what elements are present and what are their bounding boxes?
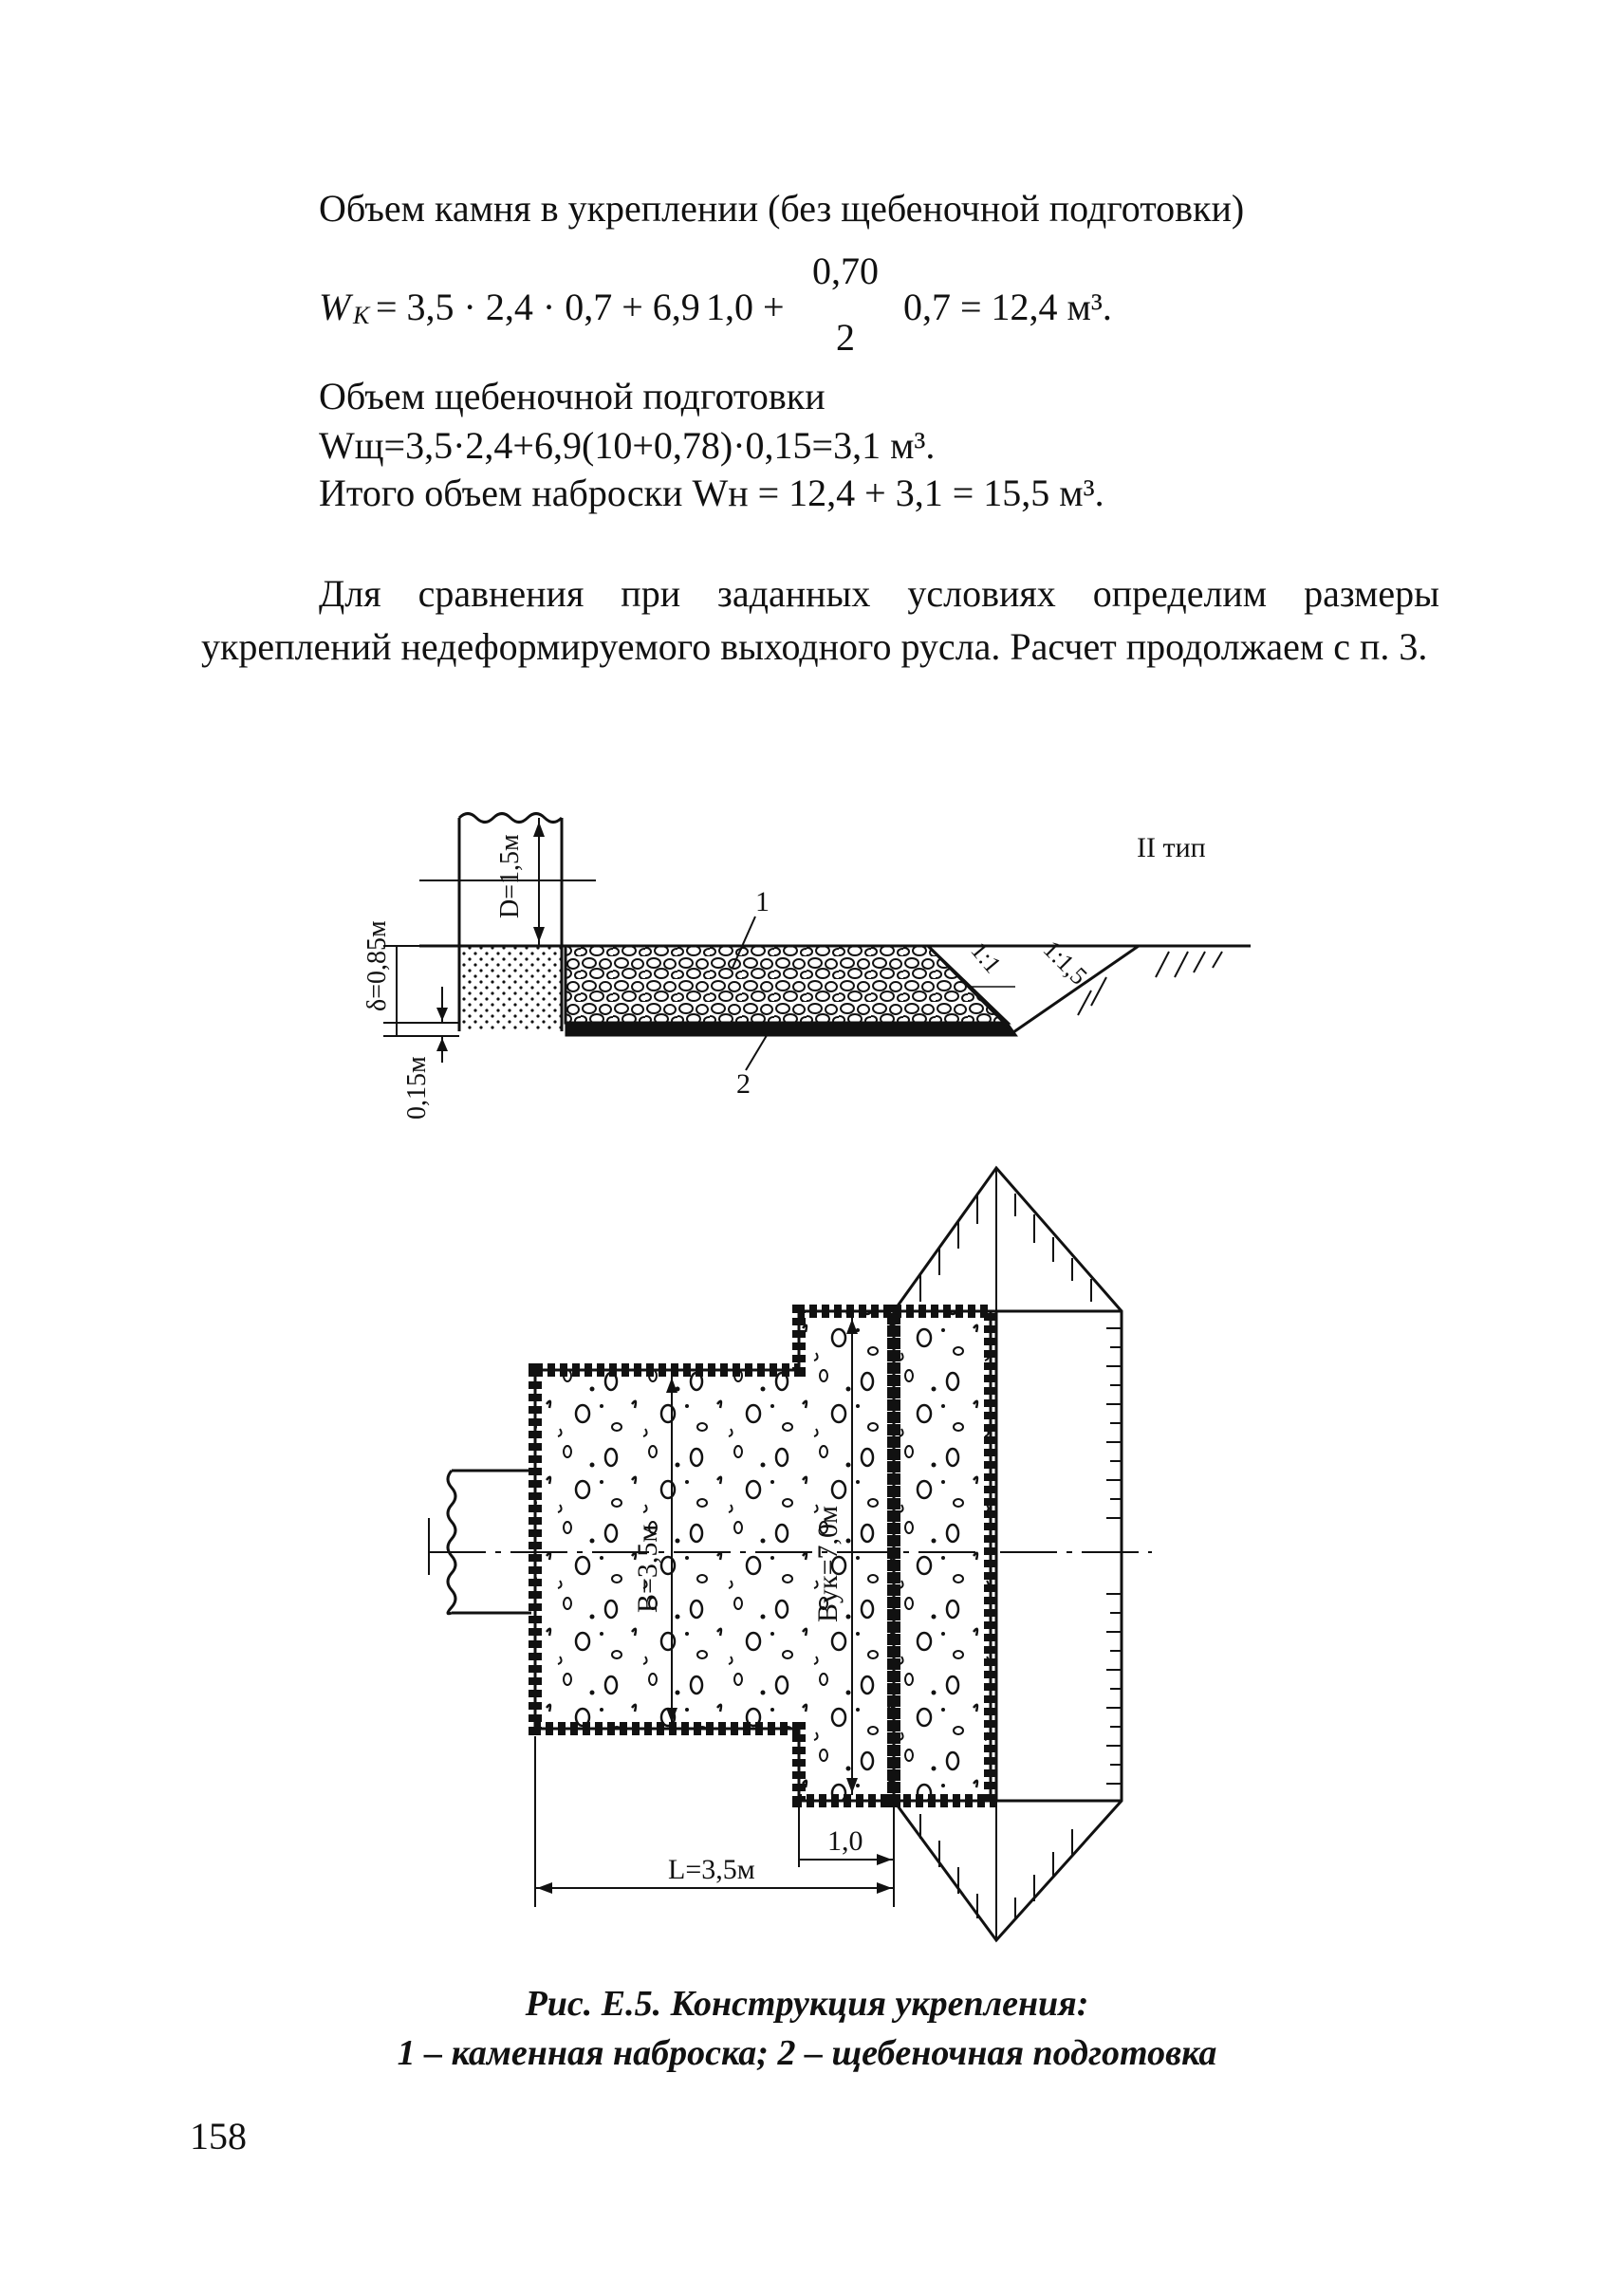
label-slope-1: 1:1 — [965, 936, 1007, 979]
plan-view — [429, 1168, 1152, 1940]
formula-wk-den: 2 — [836, 316, 855, 359]
label-l: L=3,5м — [668, 1854, 755, 1885]
text-volume-stone: Объем камня в укреплении (без щебеночной подготовки) — [319, 187, 1245, 230]
label-b: B=3,5м — [632, 1524, 663, 1613]
formula-wk-a: = 3,5 · 2,4 · 0,7 + 6,9 — [376, 286, 700, 328]
formula-total: Итого объем наброски Wн = 12,4 + 3,1 = 15,5 м³. — [319, 472, 1104, 514]
formula-wk-num: 0,70 — [812, 250, 879, 292]
text-volume-gravel: Объем щебеночной подготовки — [319, 375, 826, 417]
label-buk: Bук=7,0м — [812, 1506, 844, 1622]
label-1: 1 — [755, 886, 770, 917]
caption-line-1: Рис. Е.5. Конструкция укрепления: — [525, 1984, 1089, 2024]
caption-line-2: 1 – каменная наброска; 2 – щебеночная подготовка — [397, 2033, 1217, 2073]
label-delta: δ=0,85м — [362, 920, 392, 1011]
label-015: 0,15м — [402, 1056, 432, 1120]
paragraph-comparison: Для сравнения при заданных условиях определим размеры укреплений недеформируемого выходного русла. Расчет продолжаем с п. 3. — [201, 572, 1439, 668]
formula-wk-lhs: W — [319, 286, 351, 328]
formula-wk-sub: K — [353, 302, 370, 329]
label-type: II тип — [1137, 832, 1206, 863]
formula-wk-b: 1,0 + — [706, 286, 785, 328]
label-d: D=1,5м — [495, 834, 525, 918]
page-number: 158 — [190, 2115, 247, 2157]
formula-wk-c: 0,7 = 12,4 м³. — [903, 286, 1112, 328]
formula-wsh: Wщ=3,5·2,4+6,9(10+0,78)·0,15=3,1 м³. — [319, 424, 936, 467]
label-2: 2 — [736, 1068, 751, 1100]
label-slope-2: 1:1,5 — [1037, 935, 1093, 991]
label-10: 1,0 — [827, 1825, 863, 1857]
